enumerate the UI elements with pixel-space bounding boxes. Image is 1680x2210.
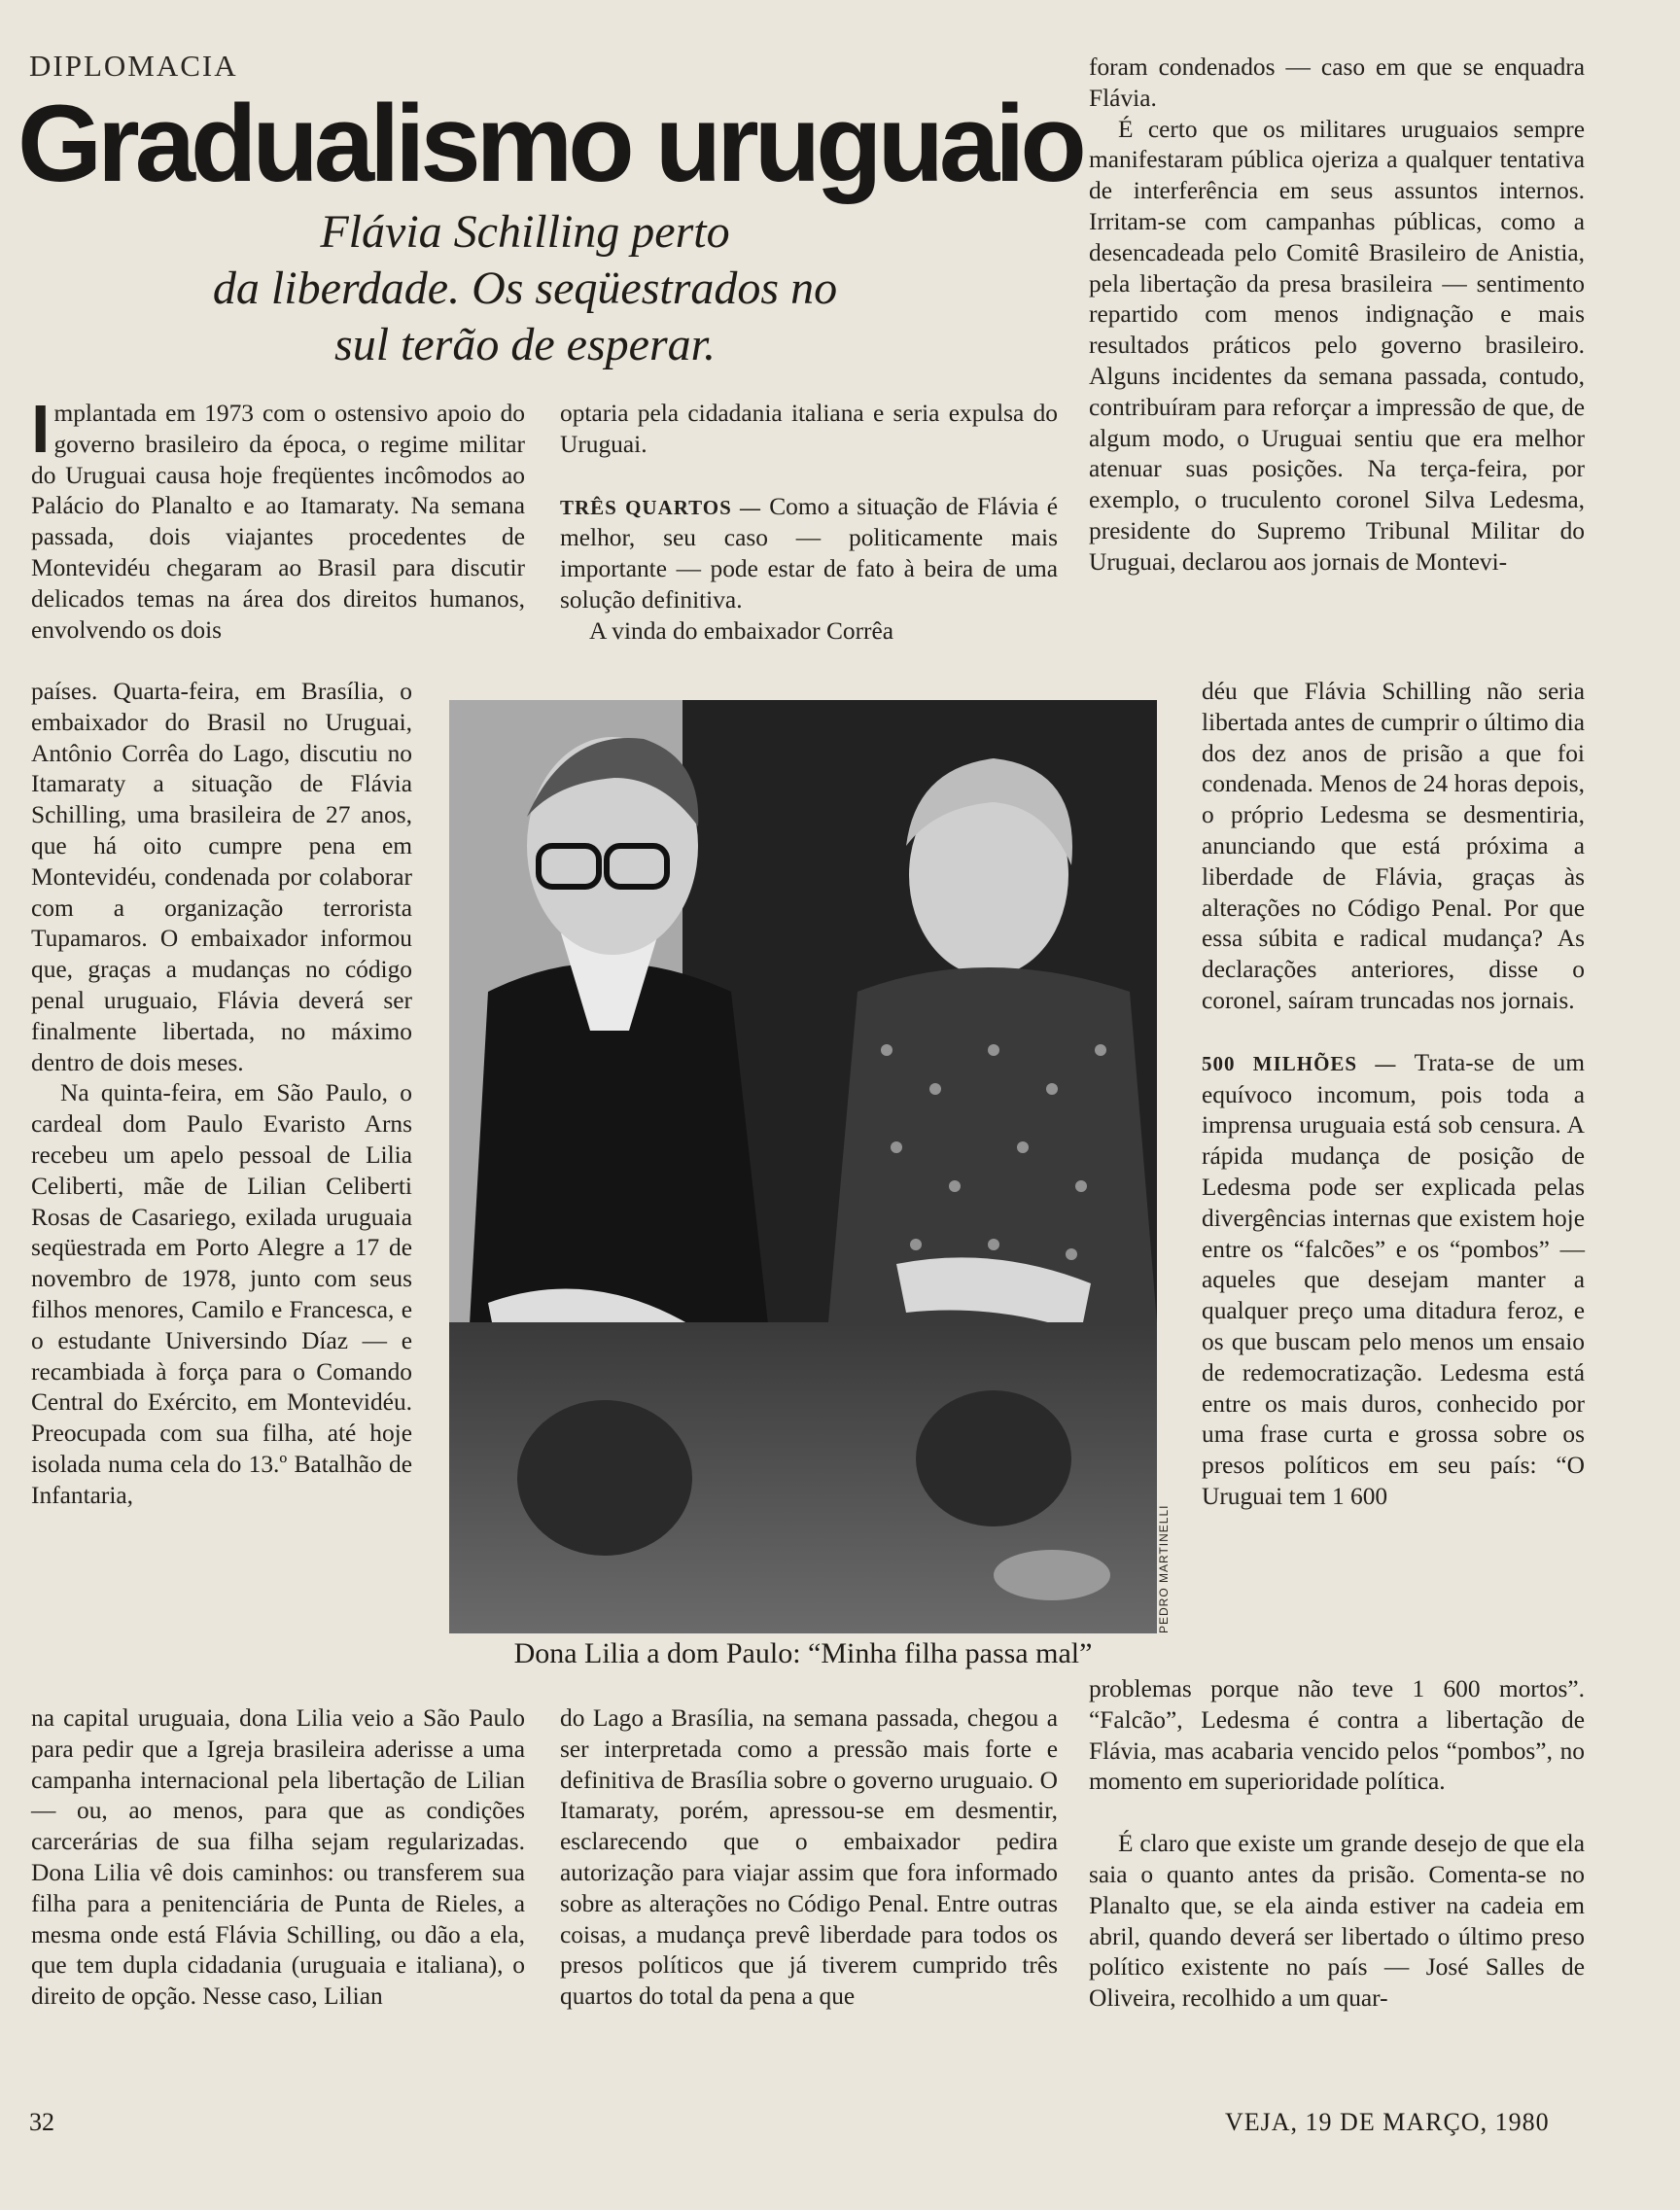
paragraph: É claro que existe um grande desejo de que ela saia o quanto antes da prisão. Comenta-se no Planalto que, se ela ainda estiver na cadeia em abril, quando deverá ser libertado o último preso político existente no país — José Salles de Oliveira, recolhido a um quar- (1089, 1830, 1585, 2013)
section-label: DIPLOMACIA (29, 49, 238, 83)
paragraph: Na quinta-feira, em São Paulo, o cardeal dom Paulo Evaristo Arns recebeu um apelo pessoal de Lilia Celiberti, mãe de Lilian Celiberti Rosas de Casariego, exilada uruguaia seqüestrada em Porto Alegre a 17 de novembro de 1978, junto com seus filhos menores, Camilo e Francesca, e o estudante Universindo Díaz — e recambiada à força para o Comando Central do Exército, em Montevidéu. Preocupada com sua filha, até hoje isolada numa cela do 13.º Batalhão de Infantaria, (31, 1079, 412, 1509)
run-in-heading: TRÊS QUARTOS — (560, 495, 770, 519)
col1-mid (31, 677, 412, 1512)
col2-top (560, 399, 1058, 648)
paragraph: do Lago a Brasília, na semana passada, chegou a ser interpretada como a pressão mais forte e definitiva de Brasília sobre o governo uruguaio. O Itamaraty, porém, apressou-se em desmentir, esclarecendo que o embaixador pedira autorização para viajar assim que fora informado sobre as alterações no Código Penal. Entre outras coisas, a mudança prevê liberdade para todos os presos políticos que já tiverem cumprido três quartos do total da pena a que (560, 1704, 1058, 2011)
paragraph: foram condenados — caso em que se enquadra Flávia. (1089, 53, 1585, 112)
photo-credit: PEDRO MARTINELLI (1157, 1504, 1171, 1633)
col2-bottom (560, 1703, 1058, 2013)
paragraph-text: Como a situação de Flávia é melhor, seu caso — politicamente mais importante — pode estar de fato à beira de uma solução definitiva. (560, 492, 1059, 614)
news-photo (449, 700, 1157, 1633)
headline: Gradualismo uruguaio (18, 83, 1082, 204)
subheadline-line: da liberdade. Os seqüestrados no (212, 263, 838, 314)
photo-caption: Dona Lilia a dom Paulo: “Minha filha passa mal” (513, 1637, 1093, 1669)
paragraph-text: mplantada em 1973 com o ostensivo apoio do governo brasileiro da época, o regime militar do Uruguai causa hoje freqüentes incômodos ao Palácio do Planalto e ao Itamaraty. Na semana passada, dois viajantes procedentes de Montevidéu chegaram ao Brasil para discutir delicados temas na área dos direitos humanos, envolvendo os dois (31, 400, 525, 644)
page-number: 32 (29, 2108, 54, 2136)
paragraph (31, 391, 525, 646)
col3-top (1089, 53, 1585, 579)
paragraph (1202, 1048, 1585, 1513)
run-in-heading: 500 MILHÕES — (1202, 1051, 1415, 1075)
paragraph: A vinda do embaixador Corrêa (589, 616, 894, 645)
col1-top (31, 391, 525, 646)
photo-illustration (449, 700, 1157, 1633)
paragraph: países. Quarta-feira, em Brasília, o embaixador do Brasil no Uruguai, Antônio Corrêa do Lago, discutiu no Itamaraty a situação de Flávia Schilling, uma brasileira de 27 anos, que há oito cumpre pena em Montevidéu, condenada por colaborar com a organização terrorista Tupamaros. O embaixador informou que, graças a mudanças no código penal uruguaio, Flávia deverá ser finalmente libertada, no máximo dentro de dois meses. (31, 678, 412, 1076)
paragraph (560, 492, 1058, 616)
paragraph: problemas porque não teve 1 600 mortos”. “Falcão”, Ledesma é contra a libertação de Flávia, mas acabaria vencido pelos “pombos”, no momento em superioridade política. (1089, 1675, 1585, 1796)
paragraph: na capital uruguaia, dona Lilia veio a São Paulo para pedir que a Igreja brasileira aderisse a uma campanha internacional pela libertação de Lilian — ou, ao menos, para que as condições carcerárias de sua filha sejam regularizadas. Dona Lilia vê dois caminhos: ou transferem sua filha para a penitenciária de Punta de Rieles, a mesma onde está Flávia Schilling, ou dão a ela, que tem dupla cidadania (uruguaia e italiana), o direito de opção. Nesse caso, Lilian (31, 1704, 525, 2011)
paragraph-text: Trata-se de um equívoco incomum, pois toda a imprensa uruguaia está sob censura. A rápida mudança de posição de Ledesma pode ser explicada pelas divergências internas que existem hoje entre os “falcões” e os “pombos” — aqueles que desejam manter a qualquer preço uma ditadura feroz, e os que buscam pelo menos um ensaio de redemocratização. Ledesma está entre os mais duros, conhecido por uma frase curta e grossa sobre os presos políticos em seu país: “O Uruguai tem 1 600 (1202, 1048, 1585, 1510)
subheadline (156, 204, 894, 373)
paragraph: É certo que os militares uruguaios sempre manifestaram pública ojeriza a qualquer tentativa de interferência em seus assuntos internos. Irritam-se com campanhas públicas, como a desencadeada pelo Comitê Brasileiro de Anistia, pela libertação da presa brasileira — sentimento repartido com menos indignação e mais resultados práticos pelo governo brasileiro. Alguns incidentes da semana passada, contudo, contribuíram para reforçar a impressão de que, de algum modo, o Uruguai sentiu que era melhor atenuar suas posições. Na terça-feira, por exemplo, o truculento coronel Silva Ledesma, presidente do Supremo Tribunal Militar do Uruguai, declarou aos jornais de Montevi- (1089, 115, 1585, 576)
subheadline-line: sul terão de esperar. (334, 319, 716, 370)
paragraph: optaria pela cidadania italiana e seria expulsa do Uruguai. (560, 400, 1058, 458)
publication-footer: VEJA, 19 DE MARÇO, 1980 (1225, 2108, 1550, 2136)
col3-bottom (1089, 1674, 1585, 2015)
col3-mid (1202, 677, 1585, 1513)
col1-bottom (31, 1703, 525, 2013)
paragraph: déu que Flávia Schilling não seria libertada antes de cumprir o último dia dos dez anos de prisão a que foi condenada. Menos de 24 horas depois, o próprio Ledesma se desmentiria, anunciando que está próxima a liberdade de Flávia, graças às alterações no Código Penal. Por que essa súbita e radical mudança? As declarações anteriores, disse o coronel, saíram truncadas nos jornais. (1202, 678, 1585, 1014)
subheadline-line: Flávia Schilling perto (320, 206, 730, 258)
drop-cap: I (31, 391, 51, 467)
